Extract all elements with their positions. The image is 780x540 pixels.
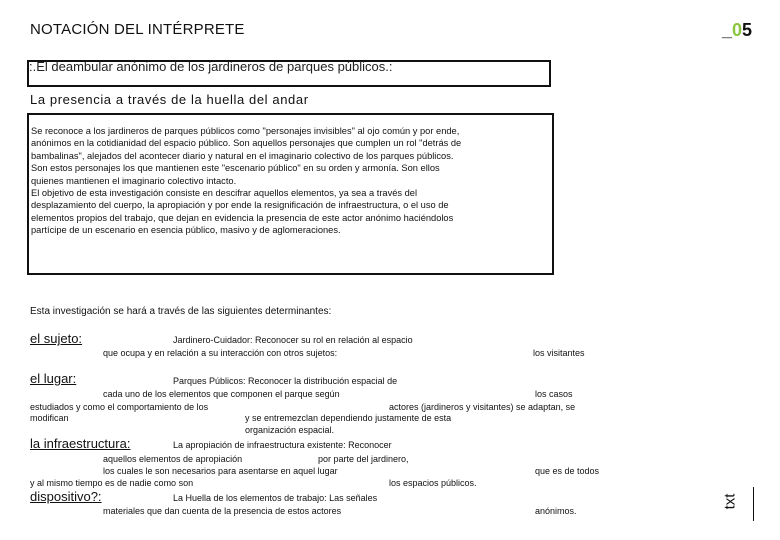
abstract-line: bambalinas", alejados del acontecer diario y natural en el imaginario colectivo de los parques públicos. (31, 150, 454, 161)
infra-line: los espacios públicos. (389, 478, 477, 488)
lugar-line: estudiados y como el comportamiento de los (30, 402, 209, 412)
abstract-line: El objetivo de esta investigación consiste en descifrar aquellos elementos, ya sea a través del (31, 188, 418, 199)
lugar-line: actores (jardineros y visitantes) se adaptan, se (389, 402, 576, 412)
abstract-line: Son estos personajes los que mantienen este "escenario público" en su orden y armonía. Son ellos (31, 163, 440, 174)
abstract-line: Se reconoce a los jardineros de parques públicos como "personajes invisibles" al ojo común y por ende, (31, 126, 460, 136)
dispositivo-line: materiales que dan cuenta de la presencia de estos actores (103, 506, 342, 516)
abstract-line: elementos propios del trabajo, que dejan en evidencia la presencia de este actor anónimo haciéndolos (31, 212, 454, 223)
determinants-intro: Esta investigación se hará a través de las siguientes determinantes: (30, 306, 332, 317)
infra-line: que es de todos (535, 466, 600, 476)
title-box (27, 60, 551, 87)
page-title: NOTACIÓN DEL INTÉRPRETE (30, 21, 245, 38)
infra-line: La apropiación de infraestructura existente: Reconocer (173, 440, 392, 450)
dispositivo-line: La Huella de los elementos de trabajo: Las señales (173, 493, 378, 503)
lugar-line: y se entremezclan dependiendo justamente de esta (245, 413, 452, 423)
dispositivo-line: anónimos. (535, 506, 577, 516)
lugar-line: organización espacial. (245, 425, 335, 435)
sujeto-line: Jardinero-Cuidador: Reconocer su rol en relación al espacio (173, 335, 413, 345)
abstract-text (31, 125, 549, 237)
lugar-line: cada uno de los elementos que componen el parque según (103, 389, 340, 399)
heading-sujeto: el sujeto: (30, 331, 83, 346)
heading-lugar: el lugar: (30, 371, 77, 386)
research-title: :.El deambular anónimo de los jardineros de parques públicos.: (29, 59, 393, 74)
infra-line: y al mismo tiempo es de nadie como son (30, 478, 194, 488)
infra-line: aquellos elementos de apropiación (103, 454, 243, 464)
abstract-line: desplazamiento del cuerpo, la apropiación y por ende la resignificación de infraestructura, o el uso de (31, 200, 449, 211)
page-number-digit: 5 (742, 20, 753, 40)
page-number-prefix: _ (722, 20, 733, 40)
side-label: txt (721, 493, 739, 510)
heading-dispositivo: dispositivo?: (30, 489, 102, 504)
lugar-line: modifican (30, 413, 69, 423)
abstract-box (27, 113, 554, 275)
subtitle: La presencia a través de la huella del andar (30, 92, 309, 107)
abstract-line: anónimos en la cotidianidad del espacio público. Son aquellos personajes que cumplen un rol "detrás de (31, 138, 462, 149)
abstract-line: partícipe de un escenario en esencia público, masivo y de aglomeraciones. (31, 225, 341, 236)
infra-line: por parte del jardinero, (318, 454, 409, 464)
heading-infraestructura: la infraestructura: (30, 436, 131, 451)
sujeto-line: los visitantes (533, 348, 585, 358)
infra-line: los cuales le son necesarios para asentarse en aquel lugar (103, 466, 338, 476)
sujeto-line: que ocupa y en relación a su interacción con otros sujetos: (103, 348, 338, 358)
abstract-line: quienes mantienen el imaginario colectivo intacto. (31, 175, 237, 186)
side-divider (753, 487, 754, 521)
page-number (722, 20, 752, 41)
page-number-accent: 0 (732, 20, 743, 40)
lugar-line: Parques Públicos: Reconocer la distribución espacial de (173, 376, 398, 386)
lugar-line: los casos (535, 389, 573, 399)
